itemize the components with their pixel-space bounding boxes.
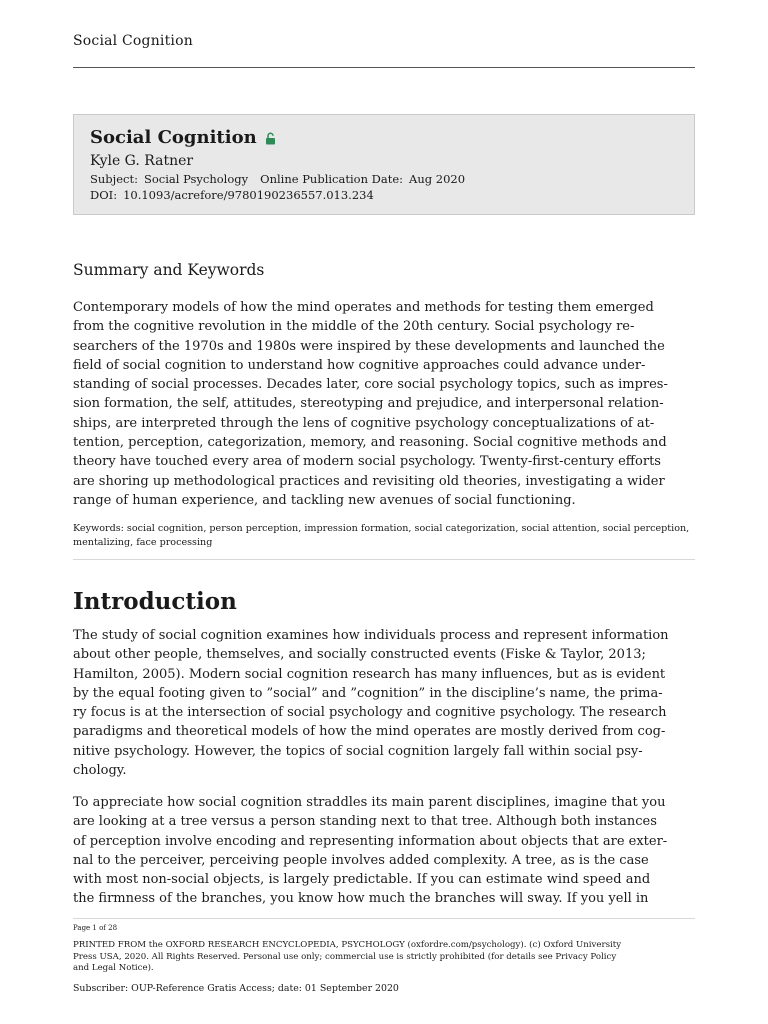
article-title: Social Cognition bbox=[90, 127, 257, 148]
running-head: Social Cognition bbox=[73, 33, 193, 49]
footer-divider bbox=[73, 918, 695, 919]
intro-p1-line-3: Hamilton, 2005). Modern social cognition research has many influences, but as is evident bbox=[73, 666, 666, 682]
intro-p2-line-1: To appreciate how social cognition straddles its main parent disciplines, imagine that you bbox=[73, 795, 666, 810]
introduction-paragraph-2 bbox=[73, 793, 695, 908]
subject-label: Subject: bbox=[90, 172, 138, 186]
intro-p2-line-3: of perception involve encoding and representing information about objects that are exter- bbox=[73, 833, 668, 849]
header-divider bbox=[73, 67, 695, 68]
summary-line-10: are shoring up methodological practices and revisiting old theories, investigating a wider bbox=[73, 473, 665, 489]
intro-p1-line-8: chology. bbox=[73, 763, 127, 779]
article-author: Kyle G. Ratner bbox=[90, 153, 194, 169]
open-access-lock-icon bbox=[265, 132, 276, 145]
summary-line-6: sion formation, the self, attitudes, stereotyping and prejudice, and interpersonal relation- bbox=[73, 396, 664, 412]
printed-notice-line-1: PRINTED FROM the OXFORD RESEARCH ENCYCLOPEDIA, PSYCHOLOGY (oxfordre.com/psychology). (c) Oxford University bbox=[73, 940, 622, 950]
printed-from-notice bbox=[73, 940, 695, 975]
intro-p2-line-6: the firmness of the branches, you know how much the branches will sway. If you yell in bbox=[73, 891, 649, 907]
summary-line-9: theory have touched every area of modern social psychology. Twenty-first-century efforts bbox=[73, 454, 661, 470]
page-number: Page 1 of 28 bbox=[73, 924, 118, 932]
article-title-row bbox=[90, 126, 678, 150]
publication-date-value: Aug 2020 bbox=[409, 172, 466, 186]
printed-notice-line-3: and Legal Notice). bbox=[73, 963, 154, 973]
summary-line-1: Contemporary models of how the mind operates and methods for testing them emerged bbox=[73, 300, 654, 315]
summary-paragraph bbox=[73, 298, 695, 510]
summary-line-2: from the cognitive revolution in the middle of the 20th century. Social psychology re- bbox=[73, 319, 635, 335]
intro-p2-line-2: are looking at a tree versus a person standing next to that tree. Although both instances bbox=[73, 814, 657, 830]
introduction-heading: Introduction bbox=[73, 588, 237, 615]
summary-line-7: ships, are interpreted through the lens of cognitive psychology conceptualizations of at- bbox=[73, 415, 655, 431]
intro-p2-line-5: with most non-social objects, is largely predictable. If you can estimate wind speed and bbox=[73, 872, 651, 888]
intro-p1-line-4: by the equal footing given to ”social” and ”cognition” in the discipline’s name, the prima- bbox=[73, 685, 663, 701]
subscriber-line: Subscriber: OUP-Reference Gratis Access; date: 01 September 2020 bbox=[73, 983, 399, 994]
introduction-paragraph-1 bbox=[73, 626, 695, 780]
intro-p1-line-6: paradigms and theoretical models of how the mind operates are mostly derived from cog- bbox=[73, 724, 666, 740]
summary-line-4: field of social cognition to understand how cognitive approaches could advance under- bbox=[73, 357, 646, 373]
summary-line-3: searchers of the 1970s and 1980s were inspired by these developments and launched the bbox=[73, 338, 665, 354]
intro-p1-line-1: The study of social cognition examines how individuals process and represent information bbox=[73, 628, 669, 643]
intro-p1-line-2: about other people, themselves, and socially constructed events (Fiske & Taylor, 2013; bbox=[73, 647, 646, 663]
subject-value: Social Psychology bbox=[143, 172, 249, 186]
keywords: Keywords: social cognition, person perception, impression formation, social categorization, social attention, social perception, mentalizing, face processing bbox=[73, 523, 690, 548]
doi-line bbox=[90, 187, 678, 203]
publication-date-label: Online Publication Date: bbox=[260, 172, 404, 186]
keywords-divider bbox=[73, 559, 695, 560]
intro-p2-line-4: nal to the perceiver, perceiving people involves added complexity. A tree, as is the case bbox=[73, 852, 649, 868]
summary-line-5: standing of social processes. Decades later, core social psychology topics, such as impres- bbox=[73, 377, 668, 393]
article-metadata-box bbox=[73, 114, 695, 215]
doi-label: DOI: bbox=[90, 188, 118, 202]
subject-line bbox=[90, 171, 678, 187]
intro-p1-line-5: ry focus is at the intersection of social psychology and cognitive psychology. The research bbox=[73, 705, 667, 721]
summary-heading: Summary and Keywords bbox=[73, 261, 265, 279]
doi-value[interactable]: 10.1093/acrefore/9780190236557.013.234 bbox=[123, 188, 374, 202]
intro-p1-line-7: nitive psychology. However, the topics of social cognition largely fall within social psy- bbox=[73, 743, 643, 759]
summary-line-8: tention, perception, categorization, memory, and reasoning. Social cognitive methods and bbox=[73, 435, 667, 451]
printed-notice-line-2: Press USA, 2020. All Rights Reserved. Personal use only; commercial use is strictly prohibited (for details see Privacy Policy bbox=[73, 951, 617, 962]
summary-line-11: range of human experience, and tackling new avenues of social functioning. bbox=[73, 492, 576, 508]
